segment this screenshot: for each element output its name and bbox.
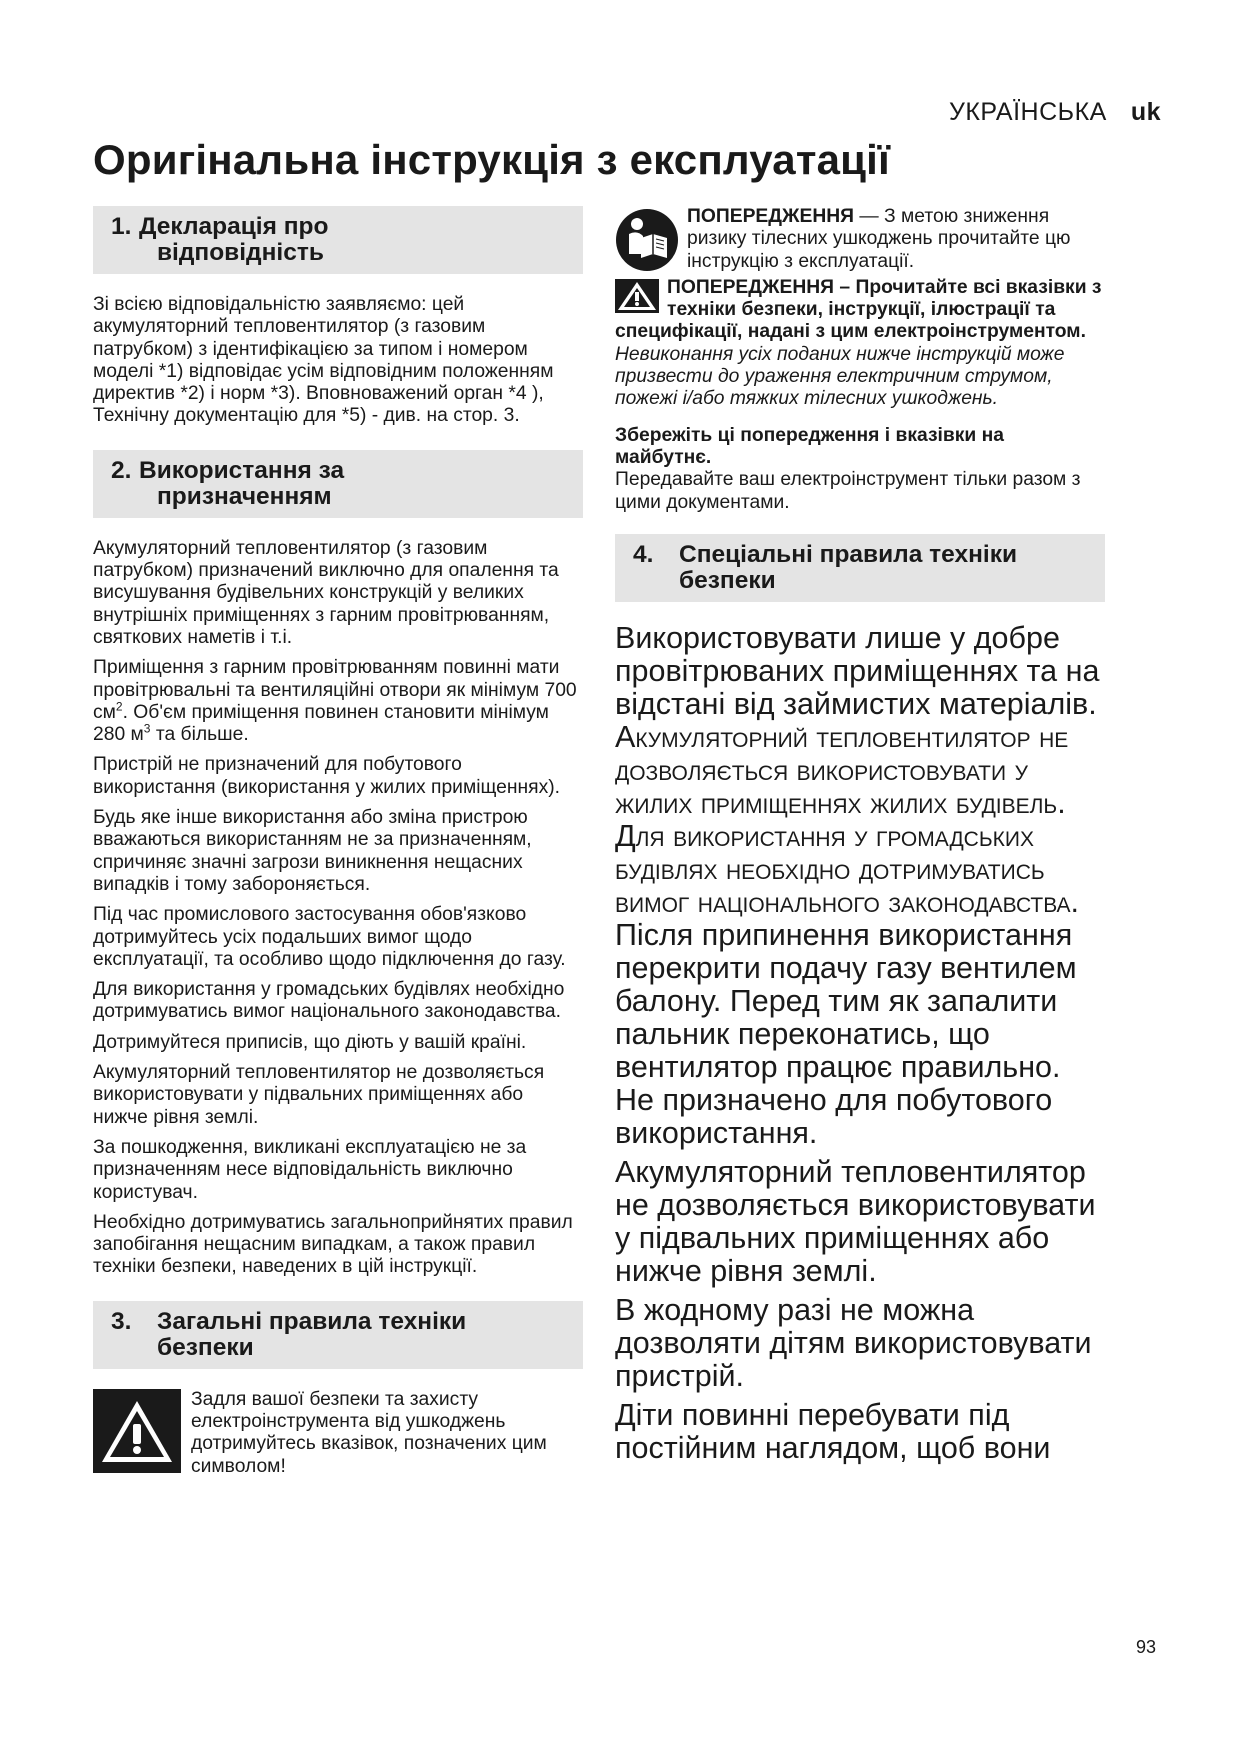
section-2-title-line2: призначенням (157, 482, 332, 510)
special-safety-para2: Акумуляторний тепловентилятор не дозволяється використовувати у підвальних приміщеннях або нижче рівня землі. (615, 1154, 1096, 1288)
section-1-title-line1: Декларація про (139, 213, 329, 240)
special-safety-para4: Діти повинні перебувати під постійним наглядом, щоб вони (615, 1397, 1051, 1465)
intended-use-p4: Будь яке інше використання або зміна пристрою вважаються використанням не за призначенням, спричиняє значні загрози виникнення нещасних випадків і тому забороняється. (93, 807, 532, 895)
declaration-text: Зі всією відповідальністю заявляємо: цей акумуляторний тепловентилятор (з газовим патрубком) з ідентифікацією за типом і номером моделі *1) відповідає усім відповідним положенням директив *2) і норм *3). Вповноважений орган *4 ), Технічну документацію для *5) - див. на стор. 3. (93, 294, 554, 427)
page-title: Оригінальна інструкція з експлуатації (93, 136, 891, 183)
section-4-number: 4. (633, 540, 654, 568)
intended-use-p8: Акумуляторний тепловентилятор не дозволяється використовувати у підвальних приміщеннях або нижче рівня землі. (93, 1062, 545, 1128)
intended-use-p6: Для використання у громадських будівлях необхідно дотримуватись вимог національного законодавства. (93, 979, 565, 1023)
safety-symbol-note (93, 1389, 583, 1486)
section-3-title-line2: безпеки (157, 1333, 254, 1361)
section-4-heading (615, 534, 1105, 602)
right-column (615, 206, 1105, 1471)
intended-use-p1: Акумуляторний тепловентилятор (з газовим патрубком) призначений виключно для опалення та висушування будівельних конструкцій у великих внутрішніх приміщеннях з гарним провітрюванням, святкових наметів і т.і. (93, 537, 559, 648)
special-safety-para3: В жодному разі не можна дозволяти дітям використовувати пристрій. (615, 1292, 1092, 1393)
warning-1-label: ПОПЕРЕДЖЕННЯ (687, 206, 855, 227)
section-3-heading (93, 1301, 583, 1369)
warning-2-italic: Невиконання усіх поданих нижче інструкцій може призвести до ураження електричним струмом, пожежі і/або тяжких тілесних ушкоджень. (615, 343, 1065, 410)
warning-2 (615, 277, 1105, 411)
section-3-number: 3. (111, 1307, 132, 1335)
language-header (949, 98, 1161, 127)
small-warning-triangle-icon (615, 279, 659, 313)
section-1-heading (93, 206, 583, 274)
section-4-title-line2: безпеки (679, 566, 776, 594)
section-2-title-line1: Використання за (139, 456, 345, 484)
section-2-number: 2. (111, 456, 132, 484)
warning-2-bold: ПОПЕРЕДЖЕННЯ – Прочитайте всі вказівки з техніки безпеки, інструкції, ілюстрації та специфікації, надані з цим електроінструментом. (615, 276, 1102, 343)
intended-use-p5: Під час промислового застосування обов'язково дотримуйтесь усіх подальших вимог щодо експлуатації, та особливо щодо підключення до газу. (93, 904, 566, 970)
warning-1-text: — З метою зниження ризику тілесних ушкоджень прочитайте цю інструкцію з експлуатації. (687, 206, 1071, 272)
intended-use-p3: Пристрій не призначений для побутового використання (використання у жилих приміщеннях). (93, 754, 561, 798)
warning-triangle-icon (93, 1389, 181, 1473)
section-1-title-line2: відповідність (157, 239, 324, 266)
section-3-title-line1: Загальні правила техніки (157, 1307, 467, 1335)
left-column (93, 206, 583, 1486)
language-code: uk (1130, 98, 1161, 126)
language-label: УКРАЇНСЬКА (948, 98, 1107, 126)
section-1-number: 1. (111, 213, 132, 240)
read-manual-warning (615, 206, 1105, 273)
read-manual-icon (615, 208, 679, 272)
safety-symbol-text: Задля вашої безпеки та захисту електроінструмента від ушкоджень дотримуйтесь вказівок, позначених цим символом! (191, 1388, 547, 1477)
keep-warnings-text: Передавайте ваш електроінструмент тільки разом з цими документами. (615, 469, 1081, 513)
keep-warnings-bold: Збережіть ці попередження і вказівки на майбутнє. (615, 424, 1004, 468)
intended-use-p10: Необхідно дотримуватись загальноприйнятих правил запобігання нещасним випадкам, а також правил техніки безпеки, наведених в цій інструкції. (93, 1211, 573, 1278)
section-4-title-line1: Спеціальні правила техніки (679, 540, 1018, 568)
page-number: 93 (1135, 1637, 1156, 1657)
intended-use-p7: Дотримуйтеся приписів, що діють у вашій країні. (93, 1031, 527, 1053)
intended-use-p2: Приміщення з гарним провітрюванням повинні мати провітрювальні та вентиляційні отвори як мінімум 700 $см^2$. Об'єм приміщення повинен становити мінімум 280 $м^3$ та більше. (93, 657, 577, 746)
section-2-heading (93, 450, 583, 518)
special-safety-para1: Використовувати лише у добре провітрюваних приміщеннях та на відстані від займистих матеріалів. Акумуляторний тепловентилятор не дозволяється використовувати у жилих приміщеннях жилих будівель. Для використання у громадських будівлях необхідно дотримуватись вимог національного законодавства. Після припинення використання перекрити подачу газу вентилем балону. Перед тим як запалити пальник переконатись, що вентилятор працює правильно. Не призначено для побутового використання. (615, 620, 1100, 1150)
intended-use-p9: За пошкодження, викликані експлуатацією не за призначенням несе відповідальність виключно користувач. (93, 1136, 527, 1203)
